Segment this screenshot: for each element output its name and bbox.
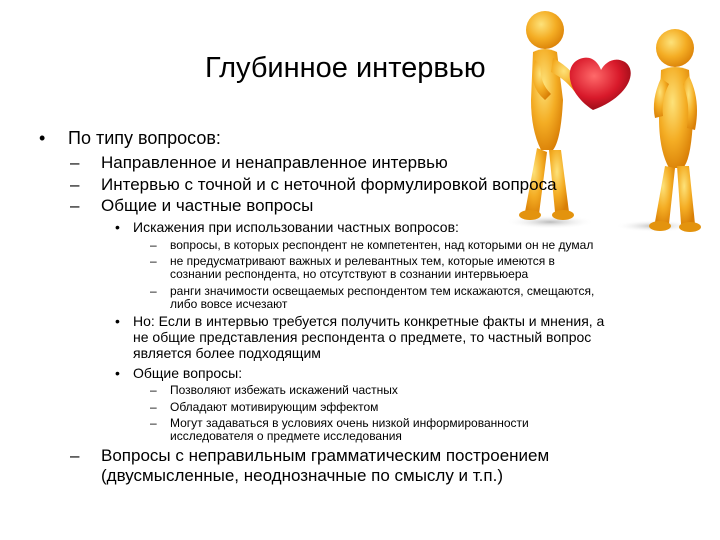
slide-title: Глубинное интервью [205,52,486,84]
bullet-marker: • [115,313,120,329]
item-but-line: не общие представления респондента о предмете, то частный вопрос [133,329,592,345]
sub-item-grammar-line: Вопросы с неправильным грамматическим построением [101,446,550,465]
sub-item-directed: Направленное и ненаправленное интервью [101,153,448,172]
item-but-line: является более подходящим [133,345,321,361]
dash-marker: – [70,446,80,465]
sub-item-grammar-line: (двусмысленные, неоднозначные по смыслу и т.п.) [101,466,503,485]
general-item-line: Могут задаваться в условиях очень низкой информированности [170,416,529,430]
dash-marker: – [150,284,157,298]
right-figure-head [656,29,694,67]
item-but-line: Но: Если в интервью требуется получить конкретные факты и мнения, а [133,313,605,329]
dash-marker: – [150,400,157,414]
dash-marker: – [150,416,157,430]
general-item-line: исследователя о предмете исследования [170,429,402,443]
dash-marker: – [150,383,157,397]
general-item-line: Позволяют избежать искажений частных [170,383,398,397]
distortion-item-line: вопросы, в которых респондент не компетентен, над которыми он не думал [170,238,594,252]
dash-marker: – [70,153,80,172]
distortion-item-line: не предусматривают важных и релевантных тем, которые имеются в [170,254,555,268]
figures-giving-heart-illustration [505,0,720,235]
dash-marker: – [70,175,80,194]
dash-marker: – [150,254,157,268]
item-types-of-questions: По типу вопросов: [68,128,221,148]
left-figure-head [526,11,564,49]
heart-icon [570,58,631,110]
distortion-item-line: ранги значимости освещаемых респондентом тем искажаются, смещаются, [170,284,595,298]
general-item-line: Обладают мотивирующим эффектом [170,400,379,414]
sub-item-precise: Интервью с точной и с неточной формулировкой вопроса [101,175,557,194]
sub-item-general-specific: Общие и частные вопросы [101,196,314,215]
item-general-questions: Общие вопросы: [133,365,243,381]
bullet-marker: • [115,365,120,381]
bullet-marker: • [39,128,46,148]
distortion-item-line: либо вовсе исчезают [170,297,288,311]
distortion-item-line: сознании респондента, но отсутствуют в сознании интервьюера [170,267,529,281]
dash-marker: – [150,238,157,252]
dash-marker: – [70,196,80,215]
bullet-marker: • [115,219,120,235]
item-distortions: Искажения при использовании частных вопросов: [133,219,459,235]
